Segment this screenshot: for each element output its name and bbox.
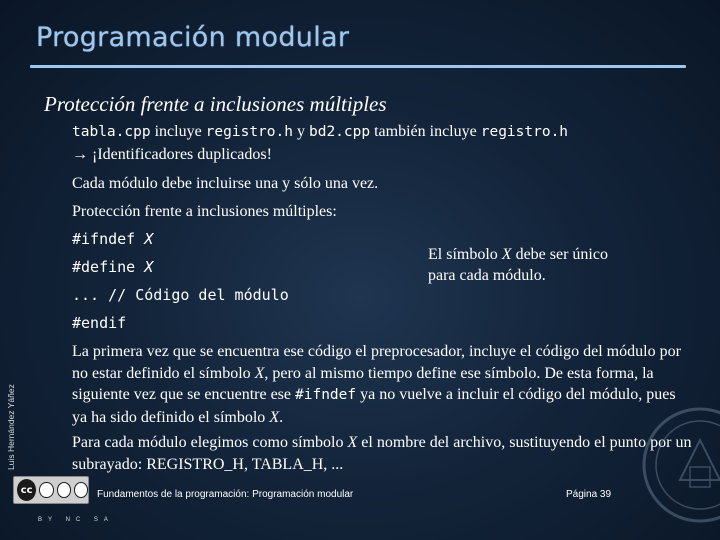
para-symbol: X — [269, 408, 280, 426]
creative-commons-icon[interactable] — [13, 476, 89, 504]
para-symbol: X — [254, 364, 265, 382]
text-fragment: y — [292, 123, 309, 140]
filename-code: registro.h — [205, 124, 293, 140]
text-fragment: también incluye — [370, 123, 481, 140]
para-text: ya no vuelve a incluir el código del módulo, pues ya ha sido definido el símbolo — [72, 386, 676, 426]
note-line — [428, 244, 608, 265]
once-rule-text: Cada módulo debe incluirse una y sólo una vez. — [72, 175, 379, 192]
title-underline — [30, 65, 686, 68]
naming-paragraph — [72, 432, 692, 475]
para-code: #ifndef — [295, 387, 357, 403]
code-symbol: X — [144, 258, 154, 276]
text-fragment: incluye — [150, 123, 206, 140]
code-line-body: ... // Código del módulo — [72, 286, 289, 304]
filename-code: tabla.cpp — [72, 124, 151, 140]
slide-subtitle: Protección frente a inclusiones múltiples — [44, 92, 387, 116]
cc-badge: cc — [17, 479, 36, 501]
duplicate-warning: → ¡Identificadores duplicados! — [72, 146, 272, 163]
para-text: Para cada módulo elegimos como símbolo — [72, 434, 348, 451]
note-symbol: X — [501, 246, 512, 263]
code-symbol: X — [144, 230, 154, 248]
note-text: El símbolo — [428, 246, 502, 263]
include-line — [72, 123, 568, 141]
note-line: para cada módulo. — [428, 267, 546, 284]
code-keyword: #define — [72, 258, 136, 276]
university-seal-icon — [640, 405, 720, 525]
para-text: La primera vez que se encuentra ese código el preprocesador, incluye el código del módulo por no estar definido el símbolo — [72, 343, 681, 382]
unique-symbol-note — [428, 244, 608, 286]
sa-icon — [74, 482, 88, 498]
author-credit: Luis Hernández Yáñez — [6, 384, 16, 470]
footer-page-number: Página 39 — [566, 489, 612, 500]
nc-icon — [57, 482, 71, 498]
para-symbol: X — [347, 434, 358, 451]
code-keyword: #ifndef — [72, 230, 136, 248]
slide-title: Programación modular — [36, 22, 350, 53]
code-line-endif: #endif — [72, 314, 127, 332]
para-text: , pero al mismo tiempo define ese símbolo. De esta forma, la siguiente vez que se encuentre ese — [72, 364, 654, 403]
footer-course-title: Fundamentos de la programación: Programación modular — [97, 489, 354, 500]
explanation-paragraph — [72, 341, 692, 428]
para-text: . — [279, 408, 284, 426]
code-line-ifndef — [72, 230, 153, 248]
note-text: debe ser único — [511, 246, 608, 263]
para-text: el nombre del archivo, sustituyendo el punto por un subrayado: REGISTRO_H, TABLA_H, ... — [72, 434, 692, 473]
protection-heading: Protección frente a inclusiones múltiples: — [72, 203, 337, 220]
filename-code: bd2.cpp — [308, 124, 371, 140]
by-icon — [39, 482, 53, 498]
filename-code: registro.h — [480, 124, 569, 140]
code-line-define — [72, 258, 153, 276]
license-labels: BY NC SA — [38, 517, 114, 523]
